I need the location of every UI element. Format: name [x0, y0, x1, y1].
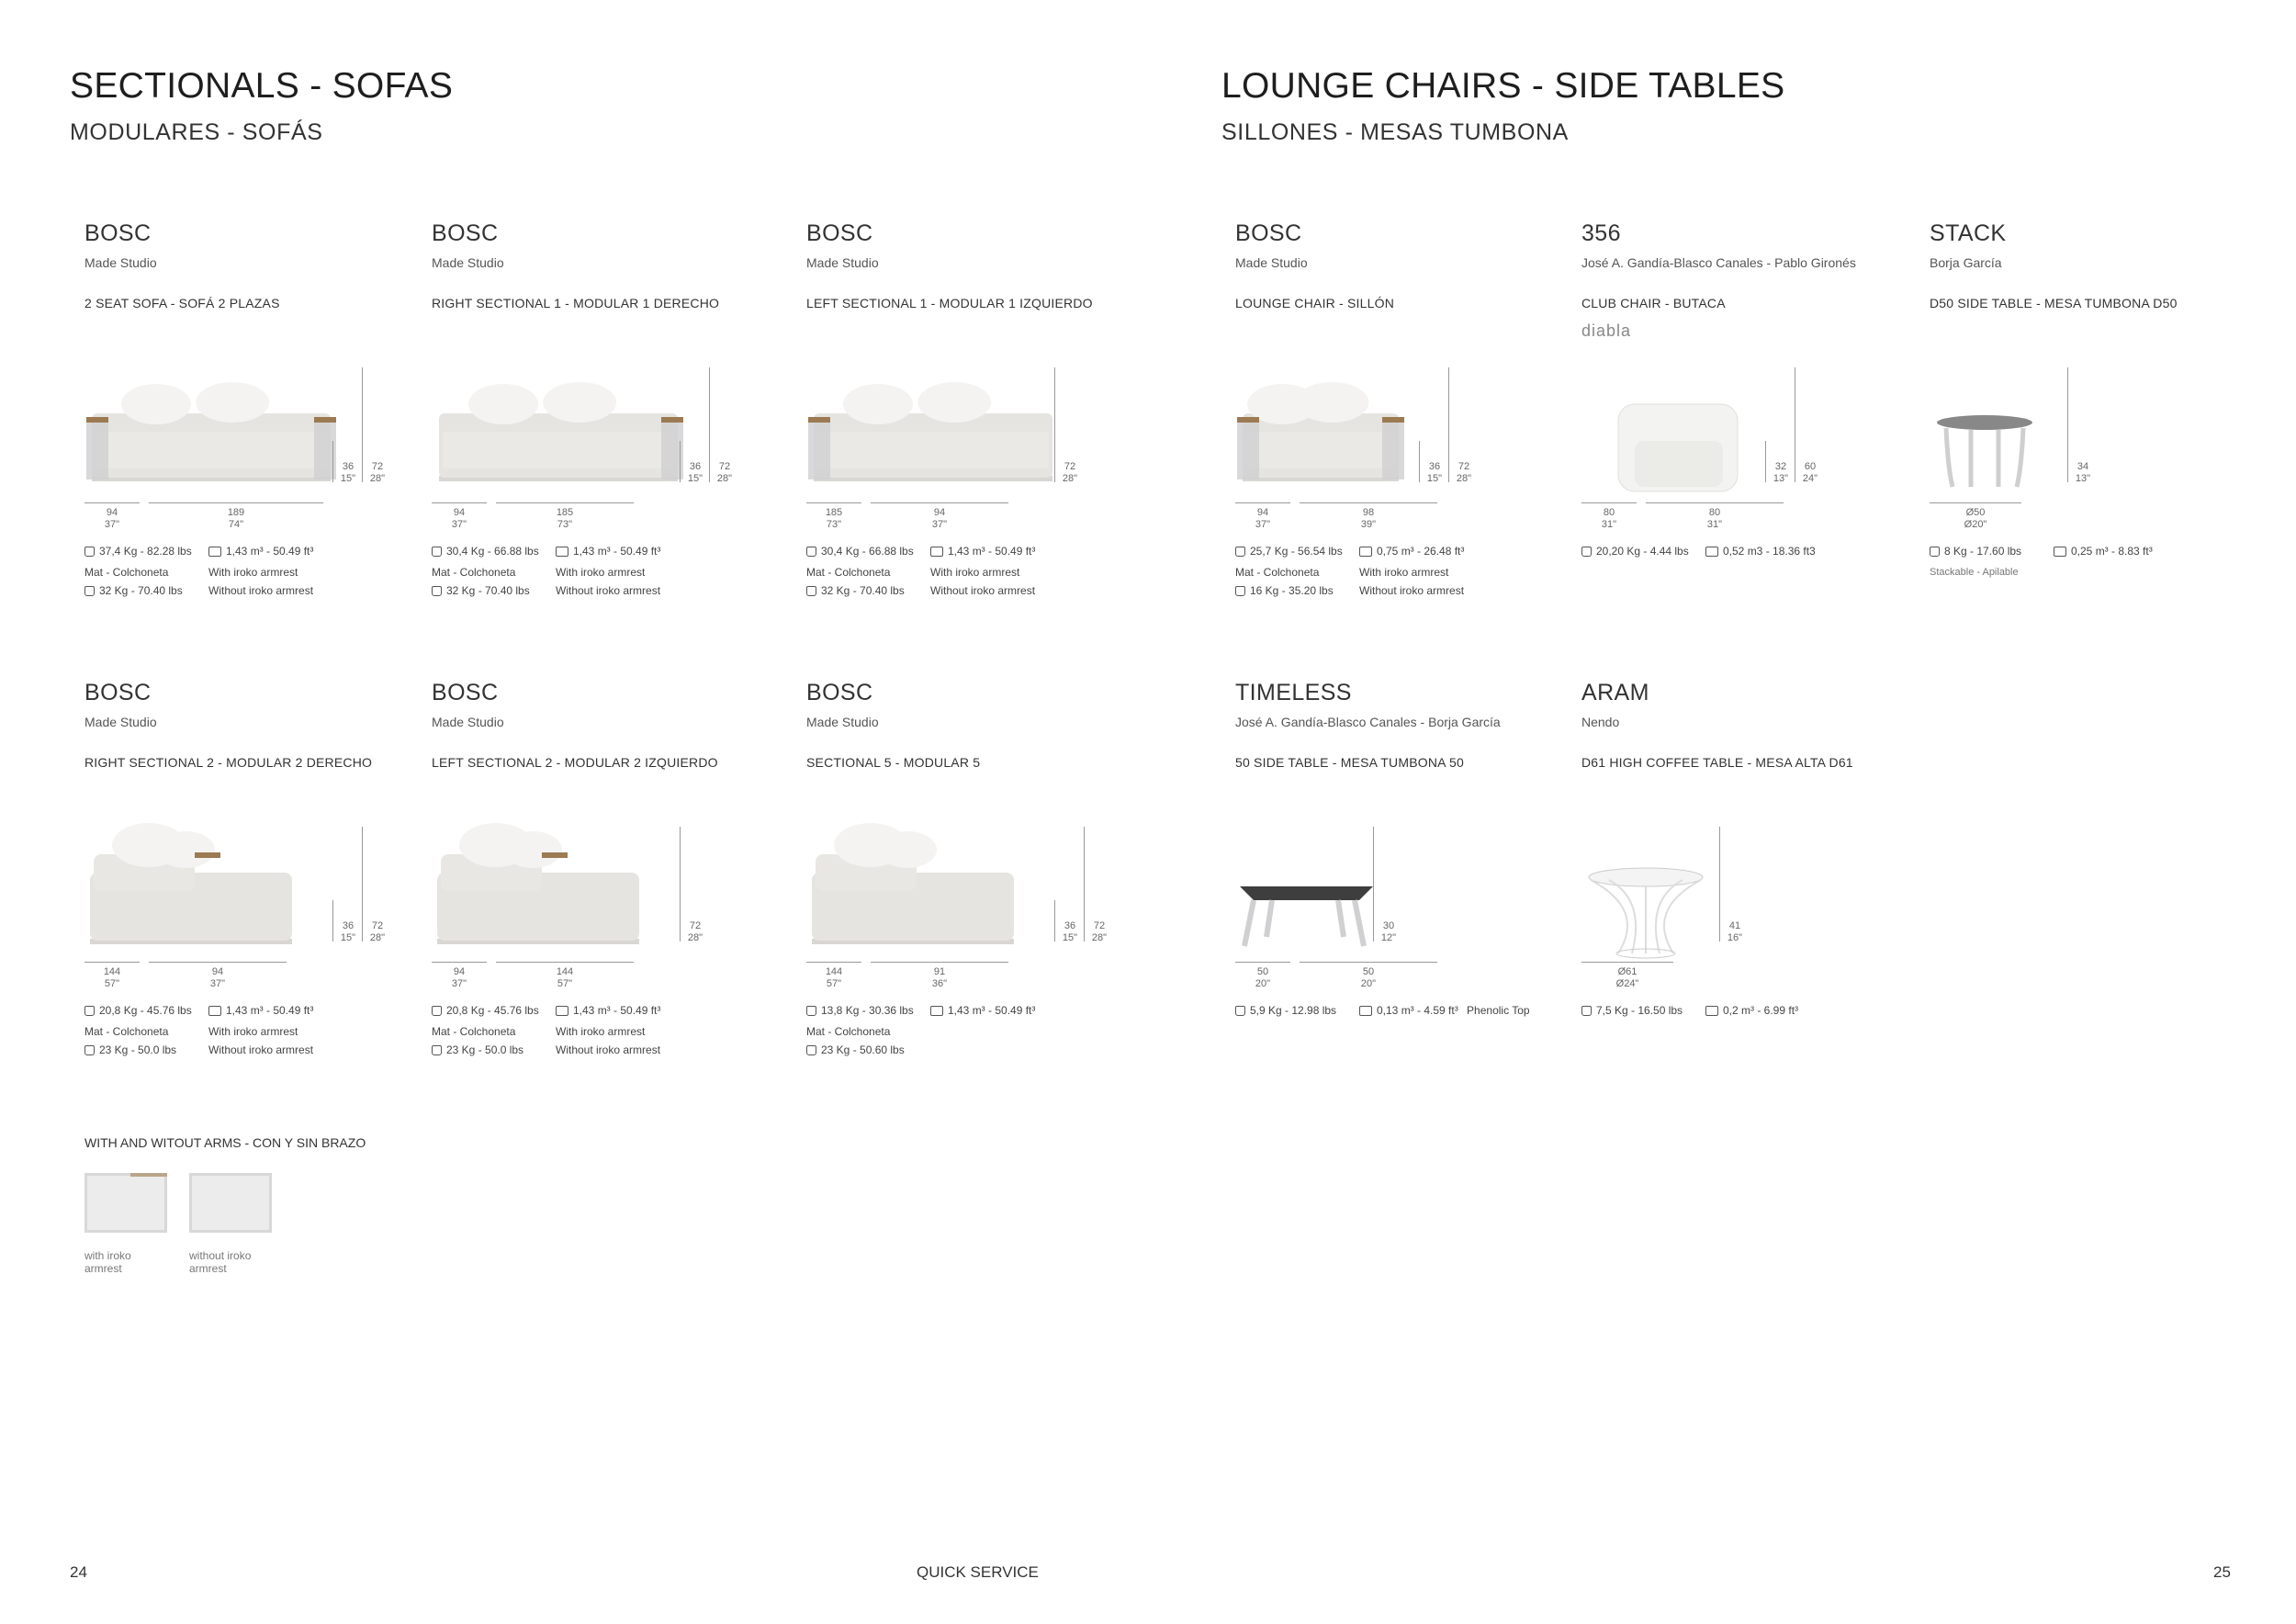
weight-spec: 25,7 Kg - 56.54 lbs [1235, 542, 1350, 560]
product-designer: Made Studio [1235, 255, 1308, 270]
without-armrest-spec: Without iroko armrest [208, 584, 314, 597]
product-name: BOSC [84, 220, 152, 246]
product-designer: Made Studio [432, 255, 504, 270]
depth-dimension-line [1646, 502, 1784, 503]
product-type: D61 HIGH COFFEE TABLE - MESA ALTA D61 [1581, 755, 1853, 770]
box-volume-icon [2054, 547, 2066, 557]
mat-weight-spec: 23 Kg - 50.0 lbs [432, 1041, 546, 1059]
with-armrest-swatch [84, 1173, 167, 1233]
height-line-2 [362, 827, 363, 942]
width-dimension-line [1235, 502, 1290, 503]
product-type: LEFT SECTIONAL 1 - MODULAR 1 IZQUIERDO [806, 296, 1093, 310]
right-section-subtitle: SILLONES - MESAS TUMBONA [1221, 119, 1569, 145]
weight-spec: 5,9 Kg - 12.98 lbs [1235, 1001, 1350, 1020]
product-designer: Made Studio [806, 255, 879, 270]
volume-spec: 1,43 m³ - 50.49 ft³ [930, 542, 1045, 560]
mat-weight-spec: 32 Kg - 70.40 lbs [806, 581, 921, 600]
width-dimension-2: 50 20" [1360, 966, 1377, 989]
volume-spec: 0,2 m³ - 6.99 ft³ [1705, 1001, 1820, 1020]
product-designer: Made Studio [84, 715, 157, 729]
mat-label: Mat - Colchoneta [84, 1025, 169, 1038]
height-line-2 [709, 367, 710, 482]
height-line-1 [1765, 441, 1766, 482]
height-dimension-2: 34 13" [2075, 461, 2091, 484]
product-specs [806, 1001, 1119, 1059]
width-dimension-2: 94 37" [931, 507, 948, 530]
height-dimension-2: 72 28" [1062, 461, 1078, 484]
box-volume-icon [1359, 1006, 1372, 1016]
height-dimension-1: 36 15" [340, 461, 356, 484]
with-armrest-spec: With iroko armrest [556, 1025, 646, 1038]
arms-title: WITH AND WITOUT ARMS - CON Y SIN BRAZO [84, 1135, 366, 1150]
depth-dimension-line [1300, 502, 1437, 503]
product-type: 2 SEAT SOFA - SOFÁ 2 PLAZAS [84, 296, 280, 310]
product-name: BOSC [432, 680, 499, 705]
volume-spec: 1,43 m³ - 50.49 ft³ [556, 1001, 670, 1020]
width-dimension-1: Ø61 Ø24" [1615, 966, 1639, 989]
product-image [432, 340, 707, 505]
volume-spec: 1,43 m³ - 50.49 ft³ [208, 1001, 323, 1020]
product-image [432, 799, 707, 964]
product-designer: Made Studio [432, 715, 504, 729]
product-card [432, 220, 735, 634]
weight-bag-icon [806, 586, 816, 596]
product-image [84, 340, 360, 505]
page-number-right: 25 [2213, 1563, 2231, 1581]
height-line-2 [1373, 827, 1374, 942]
product-card [84, 220, 388, 634]
without-armrest-label: without iroko armrest [189, 1249, 252, 1275]
product-name: BOSC [84, 680, 152, 705]
product-card [1235, 220, 1538, 634]
height-line-1 [332, 900, 333, 942]
product-designer: Made Studio [806, 715, 879, 729]
width-dimension-line [1235, 962, 1290, 963]
weight-bag-icon [1235, 586, 1245, 596]
depth-dimension-line [149, 962, 287, 963]
product-image [806, 340, 1082, 505]
width-dimension-2: 94 37" [209, 966, 226, 989]
height-line-1 [332, 441, 333, 482]
product-designer: Nendo [1581, 715, 1620, 729]
product-specs [1581, 542, 1894, 560]
mat-weight-spec: 23 Kg - 50.60 lbs [806, 1041, 921, 1059]
box-volume-icon [1359, 547, 1372, 557]
weight-spec: 20,8 Kg - 45.76 lbs [84, 1001, 199, 1020]
box-volume-icon [556, 547, 568, 557]
width-dimension-2: 189 74" [227, 507, 245, 530]
page-number-left: 24 [70, 1563, 87, 1581]
product-specs [1930, 542, 2242, 581]
weight-spec: 30,4 Kg - 66.88 lbs [806, 542, 921, 560]
box-volume-icon [930, 1006, 943, 1016]
weight-spec: 20,8 Kg - 45.76 lbs [432, 1001, 546, 1020]
weight-bag-icon [806, 547, 816, 557]
product-card [1930, 220, 2233, 634]
width-dimension-line [1930, 502, 2021, 503]
width-dimension-line [806, 502, 861, 503]
width-dimension-line [432, 502, 487, 503]
product-card [1581, 220, 1885, 634]
width-dimension-line [806, 962, 861, 963]
weight-bag-icon [84, 547, 95, 557]
width-dimension-line [84, 502, 140, 503]
depth-dimension-line [496, 962, 634, 963]
product-designer: José A. Gandía-Blasco Canales - Borja García [1235, 715, 1501, 729]
weight-spec: 37,4 Kg - 82.28 lbs [84, 542, 199, 560]
height-line-2 [2067, 367, 2068, 482]
weight-bag-icon [1581, 547, 1592, 557]
height-dimension-1: 32 13" [1773, 461, 1789, 484]
weight-spec: 20,20 Kg - 4.44 lbs [1581, 542, 1696, 560]
product-name: STACK [1930, 220, 2007, 246]
product-type: SECTIONAL 5 - MODULAR 5 [806, 755, 981, 770]
height-line-2 [1054, 367, 1055, 482]
height-dimension-2: 72 28" [716, 461, 733, 484]
height-line-1 [1419, 441, 1420, 482]
weight-spec: 13,8 Kg - 30.36 lbs [806, 1001, 921, 1020]
height-dimension-2: 30 12" [1380, 920, 1397, 943]
weight-bag-icon [1235, 547, 1245, 557]
width-dimension-2: 144 57" [556, 966, 574, 989]
height-dimension-1: 36 15" [687, 461, 703, 484]
extra-note: Phenolic Top [1467, 1004, 1530, 1017]
height-line-1 [1054, 900, 1055, 942]
without-armrest-spec: Without iroko armrest [208, 1043, 314, 1056]
product-image [84, 799, 360, 964]
width-dimension-line [1581, 502, 1637, 503]
volume-spec: 1,43 m³ - 50.49 ft³ [930, 1001, 1045, 1020]
with-armrest-spec: With iroko armrest [1359, 566, 1449, 579]
height-dimension-2: 41 16" [1727, 920, 1743, 943]
weight-bag-icon [84, 1006, 95, 1016]
height-dimension-2: 72 28" [1456, 461, 1472, 484]
weight-bag-icon [84, 586, 95, 596]
weight-bag-icon [432, 1045, 442, 1055]
box-volume-icon [556, 1006, 568, 1016]
mat-label: Mat - Colchoneta [806, 566, 891, 579]
product-type: 50 SIDE TABLE - MESA TUMBONA 50 [1235, 755, 1464, 770]
width-dimension-1: 144 57" [825, 966, 843, 989]
volume-spec: 1,43 m³ - 50.49 ft³ [208, 542, 323, 560]
weight-bag-icon [806, 1006, 816, 1016]
width-dimension-2: 91 36" [931, 966, 948, 989]
width-dimension-line [432, 962, 487, 963]
left-section-subtitle: MODULARES - SOFÁS [70, 119, 323, 145]
product-type: RIGHT SECTIONAL 2 - MODULAR 2 DERECHO [84, 755, 373, 770]
product-type: RIGHT SECTIONAL 1 - MODULAR 1 DERECHO [432, 296, 720, 310]
height-dimension-1: 36 15" [340, 920, 356, 943]
weight-spec: 8 Kg - 17.60 lbs [1930, 542, 2044, 560]
with-armrest-spec: With iroko armrest [208, 1025, 298, 1038]
height-dimension-2: 60 24" [1802, 461, 1818, 484]
mat-weight-spec: 16 Kg - 35.20 lbs [1235, 581, 1350, 600]
with-armrest-spec: With iroko armrest [556, 566, 646, 579]
height-line-1 [680, 441, 681, 482]
weight-bag-icon [432, 547, 442, 557]
product-designer: José A. Gandía-Blasco Canales - Pablo Gironés [1581, 255, 1856, 270]
product-type: CLUB CHAIR - BUTACA [1581, 296, 1726, 310]
product-name: 356 [1581, 220, 1621, 246]
weight-bag-icon [1235, 1006, 1245, 1016]
weight-bag-icon [84, 1045, 95, 1055]
width-dimension-2: 98 39" [1360, 507, 1377, 530]
mat-weight-spec: 32 Kg - 70.40 lbs [432, 581, 546, 600]
width-dimension-1: Ø50 Ø20" [1964, 507, 1987, 530]
width-dimension-1: 94 37" [1255, 507, 1271, 530]
height-dimension-2: 72 28" [369, 920, 386, 943]
without-armrest-spec: Without iroko armrest [1359, 584, 1465, 597]
weight-bag-icon [432, 1006, 442, 1016]
weight-bag-icon [432, 586, 442, 596]
right-section-title: LOUNGE CHAIRS - SIDE TABLES [1221, 66, 1785, 106]
width-dimension-1: 94 37" [451, 966, 467, 989]
product-card [1235, 680, 1538, 1093]
weight-bag-icon [1930, 547, 1940, 557]
product-name: ARAM [1581, 680, 1649, 705]
product-specs [806, 542, 1119, 600]
width-dimension-1: 185 73" [825, 507, 843, 530]
mat-label: Mat - Colchoneta [806, 1025, 891, 1038]
width-dimension-2: 80 31" [1706, 507, 1723, 530]
width-dimension-1: 144 57" [103, 966, 121, 989]
volume-spec: 0,25 m³ - 8.83 ft³ [2054, 542, 2168, 560]
volume-spec: 0,75 m³ - 26.48 ft³ [1359, 542, 1474, 560]
stackable-note: Stackable - Apilable [1930, 567, 2019, 578]
width-dimension-1: 94 37" [104, 507, 120, 530]
weight-bag-icon [1581, 1006, 1592, 1016]
without-armrest-spec: Without iroko armrest [556, 1043, 661, 1056]
width-dimension-line [84, 962, 140, 963]
width-dimension-1: 80 31" [1601, 507, 1617, 530]
box-volume-icon [1705, 1006, 1718, 1016]
with-armrest-spec: With iroko armrest [208, 566, 298, 579]
without-armrest-swatch [189, 1173, 272, 1233]
brand-logo: diabla [1581, 321, 1632, 340]
volume-spec: 1,43 m³ - 50.49 ft³ [556, 542, 670, 560]
box-volume-icon [208, 1006, 221, 1016]
left-section-title: SECTIONALS - SOFAS [70, 66, 454, 106]
mat-label: Mat - Colchoneta [1235, 566, 1320, 579]
weight-spec: 7,5 Kg - 16.50 lbs [1581, 1001, 1696, 1020]
mat-label: Mat - Colchoneta [432, 566, 516, 579]
volume-spec: 0,13 m³ - 4.59 ft³ Phenolic Top [1359, 1001, 1530, 1020]
product-image [806, 799, 1082, 964]
product-name: BOSC [806, 680, 873, 705]
mat-weight-spec: 32 Kg - 70.40 lbs [84, 581, 199, 600]
mat-label: Mat - Colchoneta [432, 1025, 516, 1038]
with-armrest-label: with iroko armrest [84, 1249, 131, 1275]
product-specs [1235, 542, 1548, 600]
product-designer: Borja García [1930, 255, 2002, 270]
height-dimension-2: 72 28" [1091, 920, 1108, 943]
without-armrest-spec: Without iroko armrest [556, 584, 661, 597]
product-card [84, 680, 388, 1093]
product-card [1581, 680, 1885, 1093]
height-line-2 [362, 367, 363, 482]
depth-dimension-line [1300, 962, 1437, 963]
width-dimension-2: 185 73" [556, 507, 574, 530]
width-dimension-1: 50 20" [1255, 966, 1271, 989]
product-type: LOUNGE CHAIR - SILLÓN [1235, 296, 1395, 310]
box-volume-icon [208, 547, 221, 557]
product-designer: Made Studio [84, 255, 157, 270]
without-armrest-spec: Without iroko armrest [930, 584, 1036, 597]
height-dimension-2: 72 28" [369, 461, 386, 484]
product-specs [1235, 1001, 1548, 1020]
footer-center: QUICK SERVICE [917, 1563, 1039, 1581]
product-specs [432, 542, 744, 600]
product-card [432, 680, 735, 1093]
width-dimension-line [1581, 962, 1673, 963]
product-card [806, 680, 1109, 1093]
box-volume-icon [930, 547, 943, 557]
volume-spec: 0,52 m3 - 18.36 ft3 [1705, 542, 1820, 560]
height-dimension-2: 72 28" [687, 920, 703, 943]
height-dimension-1: 36 15" [1426, 461, 1443, 484]
weight-bag-icon [806, 1045, 816, 1055]
depth-dimension-line [149, 502, 323, 503]
height-line-2 [1719, 827, 1720, 942]
mat-label: Mat - Colchoneta [84, 566, 169, 579]
mat-weight-spec: 23 Kg - 50.0 lbs [84, 1041, 199, 1059]
height-line-2 [1084, 827, 1085, 942]
weight-spec: 30,4 Kg - 66.88 lbs [432, 542, 546, 560]
product-specs [84, 542, 397, 600]
with-armrest-spec: With iroko armrest [930, 566, 1020, 579]
width-dimension-1: 94 37" [451, 507, 467, 530]
product-card [806, 220, 1109, 634]
depth-dimension-line [496, 502, 634, 503]
height-line-2 [1448, 367, 1449, 482]
product-specs [84, 1001, 397, 1059]
depth-dimension-line [871, 962, 1008, 963]
product-name: BOSC [1235, 220, 1302, 246]
product-name: TIMELESS [1235, 680, 1352, 705]
product-type: LEFT SECTIONAL 2 - MODULAR 2 IZQUIERDO [432, 755, 718, 770]
height-line-2 [680, 827, 681, 942]
product-specs [432, 1001, 744, 1059]
product-type: D50 SIDE TABLE - MESA TUMBONA D50 [1930, 296, 2178, 310]
product-specs [1581, 1001, 1894, 1020]
product-name: BOSC [432, 220, 499, 246]
height-dimension-1: 36 15" [1062, 920, 1078, 943]
box-volume-icon [1705, 547, 1718, 557]
product-name: BOSC [806, 220, 873, 246]
depth-dimension-line [871, 502, 1008, 503]
